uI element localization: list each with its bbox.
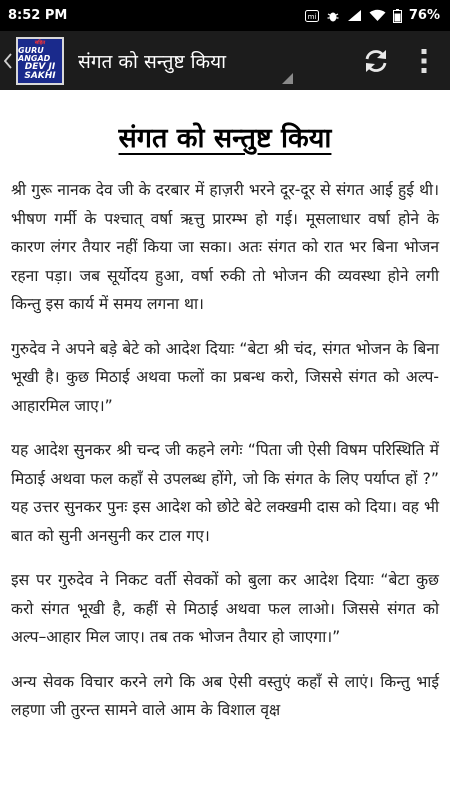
page-heading: संगत को सन्तुष्ट किया <box>118 123 332 154</box>
status-time: 8:52 PM <box>8 8 68 23</box>
battery-percentage: 76% <box>408 8 440 23</box>
battery-icon <box>393 9 402 23</box>
mi-icon <box>305 10 319 22</box>
app-bar-actions <box>362 47 428 75</box>
paragraph-5: अन्य सेवक विचार करने लगे कि अब ऐसी वस्तुएं कहाँ से लाएं। किन्तु भाई लहणा जी तुरन्त सामने वाले आम के विशाल वृक्ष <box>11 672 439 719</box>
paragraph-1: श्री गुरू नानक देव जी के दरबार में हाज़री भरने दूर-दूर से संगत आई हुई थी। भीषण गर्मी के पश्चात् वर्षा ऋत्तु प्रारम्भ हो गई। मूसलाधार वर्षा होने के कारण लंगर तैयार नहीं किया जा सका। अतः संगत को रात भर बिना भोजन रहना पड़ा। जब सूर्योदय हुआ, वर्षा रुकी तो भोजन की व्यवस्था होने लगी किन्तु इस कार्य में समय लगना था। <box>11 181 439 313</box>
logo-top-text: सहित <box>34 39 46 46</box>
paragraph-3: यह आदेश सुनकर श्री चन्द जी कहने लगेः “पिता जी ऐसी विषम परिस्थिति में मिठाई अथवा फल कहाँ से उपलब्ध होंगे, जो कि संगत के लिए पर्याप्त हों ?” यह उत्तर सुनकर पुनः इस आदेश को छोटे बेटे लक्खमी दास को दिया। वह भी बात को सुनी अनसुनी कर टाल गए। <box>11 441 439 545</box>
wifi-icon <box>369 9 386 22</box>
logo-line-1: GURU ANGAD <box>18 45 51 63</box>
logo-line-2: DEV JI <box>24 61 56 72</box>
svg-text:mi: mi <box>307 12 317 21</box>
overflow-menu-icon <box>420 48 428 74</box>
overflow-menu-button[interactable] <box>420 48 428 74</box>
logo-line-3: SAKHI <box>24 70 56 81</box>
status-bar <box>0 0 450 31</box>
back-chevron-icon[interactable] <box>4 53 14 69</box>
status-left <box>8 8 67 23</box>
paragraph-4: इस पर गुरुदेव ने निकट वर्ती सेवकों को बुला कर आदेश दियाः “बेटा कुछ करो संगत भूखी है, कहीं से मिठाई अथवा फल लाओ। जिससे संगत को अल्प–आहार मिल जाए। तब तक भोजन तैयार हो जाएगा।” <box>11 571 439 646</box>
refresh-icon <box>362 47 390 75</box>
signal-icon <box>347 9 362 22</box>
debug-icon <box>326 9 340 23</box>
app-bar-title: संगत को सन्तुष्ट किया <box>78 50 227 73</box>
paragraph-2: गुरुदेव ने अपने बड़े बेटे को आदेश दियाः “बेटा श्री चंद, संगत भोजन के बिना भूखी है। कुछ मिठाई अथवा फलों का प्रबन्ध करो, जिससे संगत को अल्प-आहारमिल जाए।” <box>11 339 439 415</box>
status-right <box>305 8 440 23</box>
app-bar <box>0 31 450 90</box>
content-area[interactable] <box>0 90 450 800</box>
refresh-button[interactable] <box>362 47 390 75</box>
spinner-triangle-icon <box>282 73 293 84</box>
app-logo[interactable] <box>16 37 64 85</box>
